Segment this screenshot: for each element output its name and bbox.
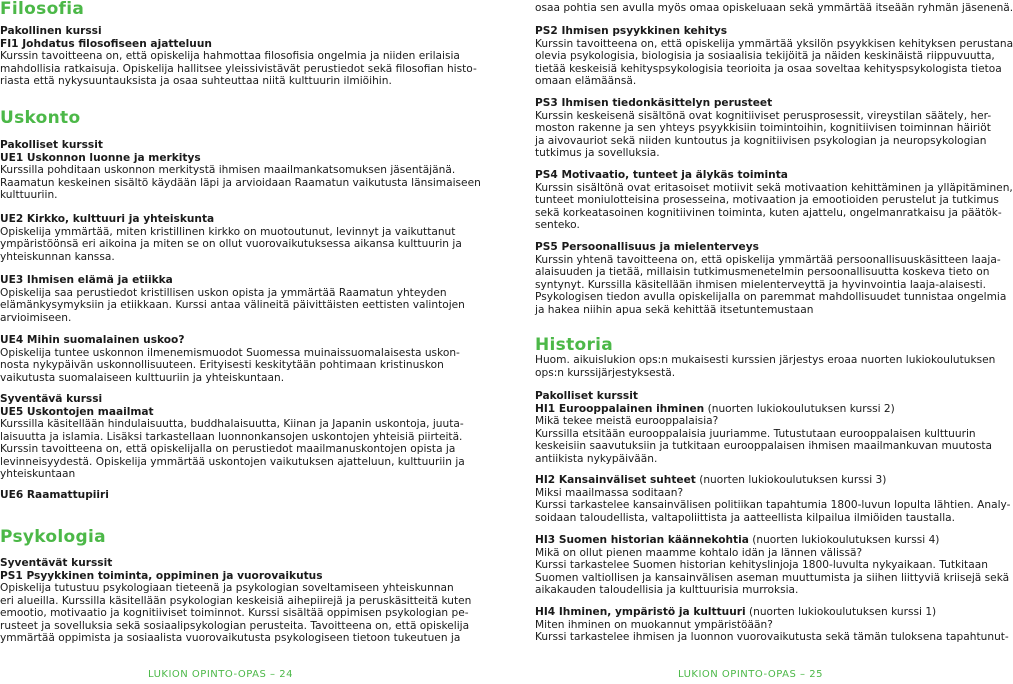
text-line bbox=[0, 406, 465, 419]
body-text: kulttuuriin. bbox=[0, 189, 58, 201]
body-text: Kurssi tarkastelee kansainvälisen politiikan tapahtumia 1800-luvun lopulta lähtien. Analy- bbox=[535, 499, 1011, 511]
psykologia-ps5 bbox=[535, 241, 1006, 316]
text-line bbox=[535, 606, 1009, 619]
text-line bbox=[535, 2, 1013, 15]
historia-hi1 bbox=[535, 390, 992, 465]
filosofia-text bbox=[0, 25, 477, 88]
bold-text: UE4 Mihin suomalainen uskoo? bbox=[0, 334, 185, 346]
text-line bbox=[0, 393, 465, 406]
bold-text: UE5 Uskontojen maailmat bbox=[0, 405, 154, 418]
text-line bbox=[535, 254, 1006, 267]
text-line bbox=[0, 489, 109, 502]
text-line bbox=[0, 312, 465, 325]
bold-text: FI1 Johdatus filosofiseen ajatteluun bbox=[0, 37, 212, 50]
text-line bbox=[535, 559, 1009, 572]
text-line bbox=[535, 75, 1013, 88]
text-line bbox=[0, 607, 471, 620]
bold-text: HI3 Suomen historian käännekohtia bbox=[535, 534, 749, 546]
text-line bbox=[0, 557, 471, 570]
body-text: Mikä on ollut pienen maamme kohtalo idän ja lännen välissä? bbox=[535, 546, 863, 559]
body-text: antiikista nykypäivään. bbox=[535, 452, 658, 465]
body-text: keskeisiin saavutuksiin ja tutkitaan eurooppalaisen ihmisen maailmankuvan muutosta bbox=[535, 440, 993, 452]
text-line bbox=[535, 279, 1006, 292]
body-text: arvioimiseen. bbox=[0, 311, 72, 324]
body-text: Kurssin yhtenä tavoitteena on, että opiskelija ymmärtää persoonallisuuskäsitteen laaja- bbox=[535, 253, 1001, 266]
body-text: tutkimus ja sovelluksia. bbox=[535, 147, 660, 159]
body-text: ympäristöönsä eri aikoina ja miten se on ollut vuorovaikutuksessa aikansa kulttuurin ja bbox=[0, 238, 462, 250]
body-text: tietää keskeisiä kehityspsykologisia teorioita ja osaa soveltaa kehityspsykologista tietoa bbox=[535, 62, 1002, 75]
text-line bbox=[535, 487, 1010, 500]
body-text: rusteet ja sovelluksia sekä sosiaalipsykologian perusteita. Tavoitteena on, että opiskelija bbox=[0, 619, 470, 632]
body-text: Kurssin tavoitteena on, että opiskelijalla on perustiedot maailmanuskontojen opista ja bbox=[0, 443, 456, 455]
body-text: nosta nykypäivän uskonnollisuuteen. Erityisesti keskitytään pohtimaan kristinuskon bbox=[0, 359, 444, 371]
text-line bbox=[0, 139, 481, 152]
body-text: Raamatun keskeinen sisältö käydään läpi ja arvioidaan Raamatun vaikutusta länsimaiseen bbox=[0, 176, 481, 189]
body-text: Kurssin tavoitteena on, että opiskelija ymmärtää yksilön psyykkisen kehityksen perustana bbox=[535, 37, 1013, 50]
body-text: ops:n kurssijärjestyksestä. bbox=[535, 366, 676, 379]
text-line bbox=[535, 631, 1009, 644]
bold-text: UE6 Raamattupiiri bbox=[0, 489, 109, 501]
psykologia-ps4 bbox=[535, 169, 1013, 232]
text-line bbox=[0, 570, 471, 583]
historia-hi4 bbox=[535, 606, 1009, 644]
text-line bbox=[0, 25, 477, 38]
text-line bbox=[0, 632, 471, 645]
body-text: Kurssin sisältönä ovat eritasoiset motiivit sekä motivaation kehittäminen ja ylläpitäminen, bbox=[535, 181, 1013, 194]
body-text: riasta että nykysuuntauksista ja osaa suhteuttaa niitä kulttuurin ilmiöihin. bbox=[0, 75, 392, 87]
text-line bbox=[0, 63, 477, 76]
bold-text: UE2 Kirkko, kulttuuri ja yhteiskunta bbox=[0, 213, 215, 225]
body-text: Suomen valtiollisen ja kansainvälisen aseman muuttumista ja siihen liittyviä kriisejä sekä bbox=[535, 571, 1010, 584]
body-text: Kurssilla etsitään eurooppalaisia juuriamme. Tutustutaan eurooppalaisen kulttuurin bbox=[535, 427, 976, 440]
body-text: alaisuuden ja tietää, millaisin tutkimusmenetelmin persoonallisuutta koskeva tieto on bbox=[535, 266, 990, 278]
text-line bbox=[0, 595, 471, 608]
text-line bbox=[0, 334, 460, 347]
body-text: Mikä tekee meistä eurooppalaisia? bbox=[535, 415, 719, 427]
body-text: senteko. bbox=[535, 219, 580, 231]
bold-text: Pakolliset kurssit bbox=[0, 139, 103, 151]
text-line bbox=[0, 582, 471, 595]
body-text: Kurssi tarkastelee Suomen historian kehityslinjoja 1800-luvulta nykyaikaan. Tutkitaan bbox=[535, 559, 988, 571]
text-line bbox=[0, 38, 477, 51]
text-line bbox=[0, 226, 462, 239]
text-line bbox=[0, 431, 465, 444]
body-text: Kurssin keskeisenä sisältönä ovat kognitiiviset perusprosessit, vireystilan säätely, her- bbox=[535, 109, 992, 122]
text-line bbox=[535, 50, 1013, 63]
body-text: laisuutta ja islamia. Lisäksi tarkastellaan luonnonkansojen uskontojen yhteisiä piirteitä. bbox=[0, 430, 463, 443]
text-line bbox=[535, 619, 1009, 632]
psykologia-ps3 bbox=[535, 97, 991, 160]
body-text: olevia psykologisia, biologisia ja sosiaalisia tekijöitä ja näiden keskinäistä riippuvuutta, bbox=[535, 50, 995, 62]
body-text: Miksi maailmassa soditaan? bbox=[535, 486, 684, 499]
text-line bbox=[535, 219, 1013, 232]
body-text: moston rakenne ja sen yhteys psyykkisiin toimintoihin, kognitiivisen toiminnan häiriöt bbox=[535, 122, 991, 134]
uskonto-ue4 bbox=[0, 334, 460, 384]
text-line bbox=[535, 499, 1010, 512]
text-line bbox=[535, 428, 992, 441]
text-line bbox=[535, 38, 1013, 51]
text-line bbox=[0, 75, 477, 88]
bold-text: HI1 Eurooppalainen ihminen bbox=[535, 402, 705, 415]
text-line bbox=[535, 182, 1013, 195]
bold-text: Pakolliset kurssit bbox=[535, 390, 638, 402]
bold-text: PS2 Ihmisen psyykkinen kehitys bbox=[535, 25, 728, 37]
body-text: Opiskelija saa perustiedot kristillisen uskon opista ja ymmärtää Raamatun yhteyden bbox=[0, 286, 447, 299]
body-text: elämänkysymyksiin ja etiikkaan. Kurssi antaa välineitä päivittäisten eettisten valintojen bbox=[0, 299, 465, 311]
text-line bbox=[0, 443, 465, 456]
text-line bbox=[535, 25, 1013, 38]
body-text: syntynyt. Kurssilla käsitellään ihmisen mielenterveyttä ja hyvinvointia laaja-alaisesti. bbox=[535, 278, 986, 291]
text-line bbox=[535, 135, 991, 148]
text-line bbox=[535, 241, 1006, 254]
text-line bbox=[0, 359, 460, 372]
course-note: (nuorten lukiokoulutuksen kurssi 1) bbox=[745, 606, 937, 618]
text-line bbox=[535, 403, 992, 416]
text-line bbox=[0, 251, 462, 264]
body-text: Kurssi tarkastelee ihmisen ja luonnon vuorovaikutusta sekä tämän tuloksena tapahtunut- bbox=[535, 631, 1009, 643]
body-text: yhteiskunnan kanssa. bbox=[0, 250, 115, 263]
text-line bbox=[535, 534, 1009, 547]
body-text: eri alueilla. Kurssilla käsitellään psykologian keskeisiä aihepiirejä ja peruskäsitteitä kuten bbox=[0, 594, 472, 607]
bold-text: PS3 Ihmisen tiedonkäsittelyn perusteet bbox=[535, 97, 773, 109]
text-line bbox=[535, 63, 1013, 76]
bold-text: PS4 Motivaatio, tunteet ja älykäs toiminta bbox=[535, 169, 788, 181]
historia-note bbox=[535, 354, 995, 379]
text-line bbox=[0, 347, 460, 360]
body-text: ja hakea niihin apua sekä kehittää itsetuntemustaan bbox=[535, 303, 814, 316]
body-text: yhteiskuntaan bbox=[0, 468, 76, 480]
body-text: vaikutusta suomalaiseen kulttuuriin ja yhteiskuntaan. bbox=[0, 371, 285, 384]
text-line bbox=[535, 474, 1010, 487]
body-text: levinneisyydestä. Opiskelija ymmärtää uskontojen vaikutuksen ajatteluun, kulttuuriin ja bbox=[0, 455, 465, 468]
body-text: osaa pohtia sen avulla myös omaa opiskeluaan sekä ymmärtää itseään ryhmän jäsenenä. bbox=[535, 2, 1013, 14]
text-line bbox=[0, 152, 481, 165]
course-note: (nuorten lukiokoulutuksen kurssi 4) bbox=[748, 534, 940, 546]
ps1-continued bbox=[535, 2, 1013, 15]
text-line bbox=[0, 213, 462, 226]
psykologia-ps2 bbox=[535, 25, 1013, 88]
text-line bbox=[0, 238, 462, 251]
body-text: Kurssin tavoitteena on, että opiskelija hahmottaa filosofisia ongelmia ja niiden erilaisia bbox=[0, 50, 460, 62]
bold-text: Pakollinen kurssi bbox=[0, 25, 102, 37]
filosofia-heading: Filosofia bbox=[0, 0, 85, 19]
text-line bbox=[0, 287, 465, 300]
text-line bbox=[535, 147, 991, 160]
text-line bbox=[535, 547, 1009, 560]
text-line bbox=[0, 372, 460, 385]
body-text: Kurssilla pohditaan uskonnon merkitystä ihmisen maailmankatsomuksen jäsentäjänä. bbox=[0, 164, 456, 176]
bold-text: Syventävä kurssi bbox=[0, 393, 103, 405]
text-line bbox=[0, 456, 465, 469]
uskonto-ue1 bbox=[0, 139, 481, 202]
text-line bbox=[535, 584, 1009, 597]
body-text: Opiskelija tuntee uskonnon ilmenemismuodot Suomessa muinaissuomalaisesta uskon- bbox=[0, 346, 460, 359]
text-line bbox=[0, 50, 477, 63]
historia-hi2 bbox=[535, 474, 1010, 524]
text-line bbox=[535, 440, 992, 453]
body-text: Huom. aikuislukion ops:n mukaisesti kurssien järjestys eroaa nuorten lukiokoulutuksen bbox=[535, 354, 996, 366]
text-line bbox=[535, 266, 1006, 279]
bold-text: PS1 Psyykkinen toiminta, oppiminen ja vuorovaikutus bbox=[0, 569, 323, 582]
body-text: soidaan taloudellista, valtapoliittista ja aatteellista kilpailua ilmiöiden taustalla. bbox=[535, 511, 956, 524]
text-line bbox=[535, 367, 995, 380]
text-line bbox=[535, 453, 992, 466]
body-text: Opiskelija ymmärtää, miten kristillinen kirkko on muotoutunut, levinnyt ja vaikuttanut bbox=[0, 225, 456, 238]
page-number-left: LUKION OPINTO-OPAS – 24 bbox=[148, 669, 293, 680]
text-line bbox=[0, 177, 481, 190]
body-text: Opiskelija tutustuu psykologiaan tieteenä ja psykologian soveltamiseen yhteiskunnan bbox=[0, 582, 454, 594]
bold-text: HI4 Ihminen, ympäristö ja kulttuuri bbox=[535, 606, 746, 618]
body-text: mahdollisia ratkaisuja. Opiskelija hallitsee yleissivistävät perustiedot sekä filosofian histo- bbox=[0, 62, 477, 75]
uskonto-ue6 bbox=[0, 489, 109, 502]
body-text: Miten ihminen on muokannut ympäristöään? bbox=[535, 618, 773, 631]
text-line bbox=[0, 299, 465, 312]
body-text: ja aivovauriot sekä niiden kuntoutus ja kognitiivisen psykologian ja neuropsykologian bbox=[535, 134, 987, 147]
text-line bbox=[535, 194, 1013, 207]
text-line bbox=[0, 418, 465, 431]
text-line bbox=[0, 274, 465, 287]
psykologia-heading: Psykologia bbox=[0, 527, 106, 547]
body-text: ymmärtää oppimista ja sosiaalista vuorovaikutusta psykologiseen tietoon tukeutuen ja bbox=[0, 632, 461, 644]
text-line bbox=[535, 169, 1013, 182]
text-line bbox=[535, 354, 995, 367]
page-number-right: LUKION OPINTO-OPAS – 25 bbox=[678, 669, 823, 680]
uskonto-heading: Uskonto bbox=[0, 108, 81, 128]
course-note: (nuorten lukiokoulutuksen kurssi 2) bbox=[704, 402, 895, 415]
body-text: emootio, motivaatio ja kognitiiviset toiminnot. Kurssi sisältää oppimisen psykologian pe- bbox=[0, 607, 469, 619]
historia-heading: Historia bbox=[535, 335, 614, 355]
historia-hi3 bbox=[535, 534, 1009, 597]
uskonto-ue2 bbox=[0, 213, 462, 263]
bold-text: PS5 Persoonallisuus ja mielenterveys bbox=[535, 241, 759, 253]
uskonto-ue5 bbox=[0, 393, 465, 481]
text-line bbox=[0, 468, 465, 481]
text-line bbox=[535, 291, 1006, 304]
text-line bbox=[535, 122, 991, 135]
bold-text: Syventävät kurssit bbox=[0, 557, 113, 569]
text-line bbox=[535, 304, 1006, 317]
body-text: aikakauden taloudellisia ja kulttuurisia murroksia. bbox=[535, 584, 799, 596]
body-text: Psykologisen tiedon avulla opiskelijalla on paremmat mahdollisuudet tunnistaa ongelmia bbox=[535, 291, 1007, 303]
text-line bbox=[0, 164, 481, 177]
bold-text: UE3 Ihmisen elämä ja etiikka bbox=[0, 274, 173, 286]
text-line bbox=[535, 572, 1009, 585]
body-text: tunteet moniulotteisina prosesseina, motivaation ja emootioiden perustelut ja tutkimus bbox=[535, 194, 999, 206]
psykologia-ps1 bbox=[0, 557, 471, 645]
body-text: sekä korkeatasoinen kognitiivinen toiminta, kuten ajattelu, ongelmanratkaisu ja päätök- bbox=[535, 206, 1002, 219]
course-note: (nuorten lukiokoulutuksen kurssi 3) bbox=[695, 474, 887, 486]
text-line bbox=[535, 512, 1010, 525]
body-text: omaan elämäänsä. bbox=[535, 75, 637, 87]
text-line bbox=[0, 189, 481, 202]
text-line bbox=[535, 207, 1013, 220]
text-line bbox=[0, 620, 471, 633]
text-line bbox=[535, 390, 992, 403]
text-line bbox=[535, 415, 992, 428]
text-line bbox=[535, 110, 991, 123]
uskonto-ue3 bbox=[0, 274, 465, 324]
bold-text: UE1 Uskonnon luonne ja merkitys bbox=[0, 151, 201, 164]
body-text: Kurssilla käsitellään hindulaisuutta, buddhalaisuutta, Kiinan ja Japanin uskontoja, juuta- bbox=[0, 418, 464, 430]
text-line bbox=[535, 97, 991, 110]
bold-text: HI2 Kansainväliset suhteet bbox=[535, 474, 696, 486]
